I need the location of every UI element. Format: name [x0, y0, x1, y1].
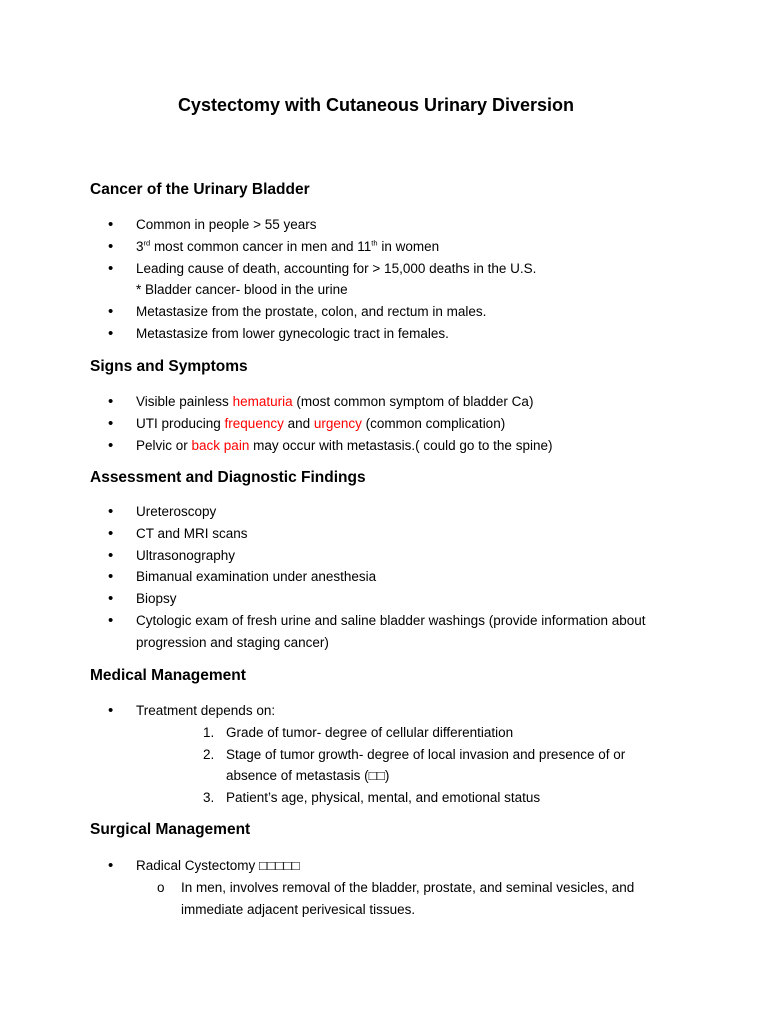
heading-signs: Signs and Symptoms	[90, 358, 248, 375]
list-item: • Ultrasonography	[108, 545, 648, 567]
document-title: Cystectomy with Cutaneous Urinary Diversion	[177, 95, 575, 115]
list-note: * Bladder cancer- blood in the urine	[136, 282, 348, 298]
list-item: • Metastasize from the prostate, colon, and rectum in males.	[108, 301, 668, 323]
list-item: • 3rd most common cancer in men and 11th in women	[108, 236, 668, 258]
medical-list	[108, 700, 668, 809]
sub-list	[153, 877, 653, 921]
list-item: • Treatment depends on: 1. Grade of tumor- degree of cellular differentiation 2. Stage of tumor growth- degree of local invasion and presence of or absence of metastasis (□□) 3. Patient’s age, physical, mental, and emotional status	[108, 700, 668, 809]
list-item: • Ureteroscopy	[108, 501, 648, 523]
sub-list-item: o In men, involves removal of the bladder, prostate, and seminal vesicles, and immediate adjacent perivesical tissues.	[153, 877, 653, 921]
numbered-item: 2. Stage of tumor growth- degree of local invasion and presence of or absence of metastasis (□□)	[203, 746, 626, 784]
list-item: • Visible painless hematuria (most common symptom of bladder Ca)	[108, 391, 668, 413]
list-item: • Metastasize from lower gynecologic tract in females.	[108, 323, 668, 345]
signs-list	[108, 391, 668, 456]
heading-surgical: Surgical Management	[90, 821, 251, 838]
list-item: • Radical Cystectomy □□□□□ o In men, involves removal of the bladder, prostate, and seminal vesicles, and immediate adjacent perivesical tissues.	[108, 855, 668, 920]
highlight-back-pain: back pain	[191, 437, 250, 453]
highlight-hematuria: hematuria	[232, 394, 293, 409]
list-item: • Biopsy	[108, 588, 648, 610]
heading-assessment: Assessment and Diagnostic Findings	[90, 469, 366, 486]
list-item: • Cytologic exam of fresh urine and saline bladder washings (provide information about progression and staging cancer)	[108, 610, 648, 654]
list-item: • Bimanual examination under anesthesia	[108, 566, 648, 588]
heading-cancer: Cancer of the Urinary Bladder	[90, 181, 310, 198]
list-item: • CT and MRI scans	[108, 523, 648, 545]
numbered-list	[203, 722, 643, 809]
highlight-urgency: urgency	[313, 415, 362, 431]
numbered-item: 3. Patient’s age, physical, mental, and emotional status	[203, 790, 541, 806]
list-item: • UTI producing frequency and urgency (common complication)	[108, 413, 668, 435]
hollow-bullet-icon: o	[157, 879, 165, 895]
highlight-frequency: frequency	[224, 415, 284, 431]
list-item: • Common in people > 55 years	[108, 214, 668, 236]
numbered-item: 1. Grade of tumor- degree of cellular differentiation	[203, 724, 514, 740]
assessment-list	[108, 501, 648, 654]
cancer-list	[108, 214, 668, 345]
list-item: • Pelvic or back pain may occur with metastasis.( could go to the spine)	[108, 435, 668, 457]
heading-medical: Medical Management	[90, 667, 246, 684]
surgical-list	[108, 855, 668, 920]
list-item: • Leading cause of death, accounting for > 15,000 deaths in the U.S.	[108, 258, 668, 280]
